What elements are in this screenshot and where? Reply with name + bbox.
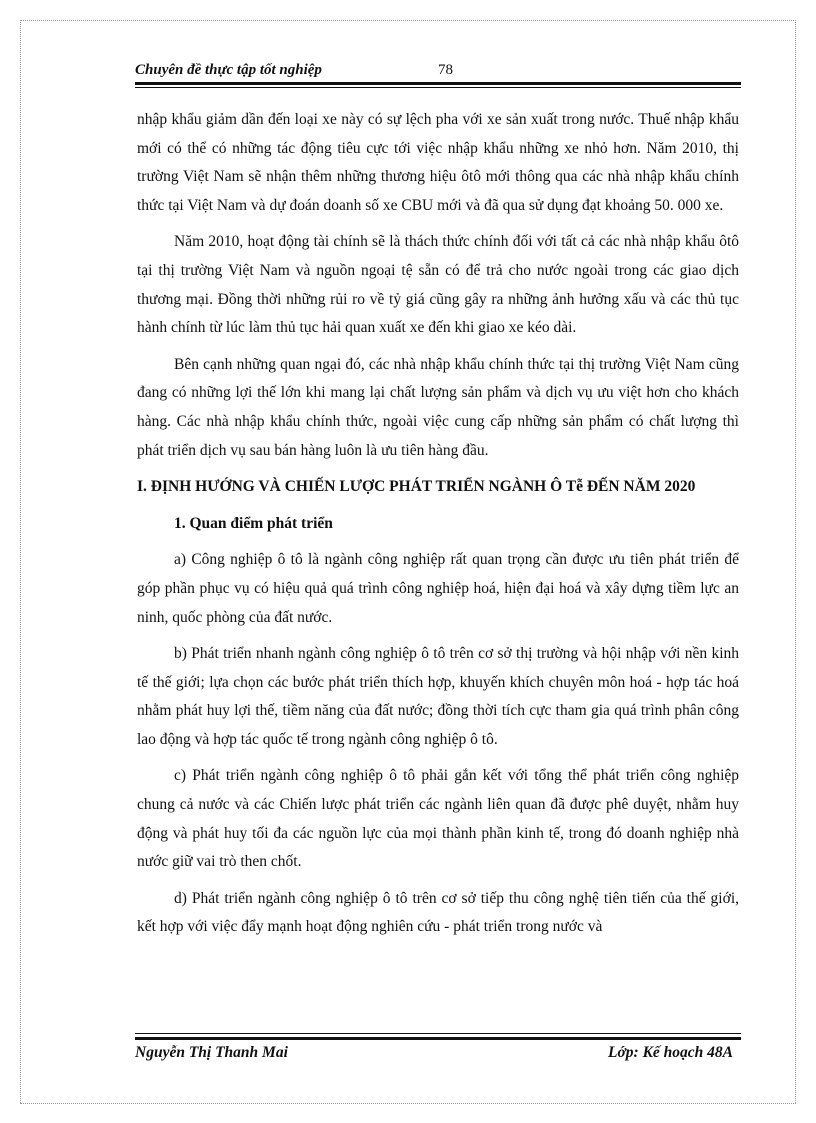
paragraph-point-c: c) Phát triển ngành công nghiệp ô tô phải gắn kết với tổng thể phát triển công nghiệp chung cả nước và các Chiến lược phát triển các ngành liên quan đã được phê duyệt, nhằm huy động và phát huy tối đa các nguồn lực của mọi thành phần kinh tế, trong đó doanh nghiệp nhà nước giữ vai trò then chốt. bbox=[137, 767, 739, 871]
page-number: 78 bbox=[438, 62, 453, 78]
subsection-heading: 1. Quan điểm phát triển bbox=[174, 514, 333, 532]
footer-rule-thick bbox=[135, 1037, 741, 1040]
paragraph-point-b: b) Phát triển nhanh ngành công nghiệp ô tô trên cơ sở thị trường và hội nhập với nền kinh tế thế giới; lựa chọn các bước phát triển thích hợp, khuyến khích chuyên môn hoá - hợp tác hoá nhằm phát huy lợi thế, tiềm năng của đất nước; đồng thời tích cực tham gia quá trình phân công lao động và hợp tác quốc tế trong ngành công nghiệp ô tô. bbox=[137, 645, 739, 748]
paragraph-point-d: d) Phát triển ngành công nghiệp ô tô trên cơ sở tiếp thu công nghệ tiên tiến của thế giới, kết hợp với việc đẩy mạnh hoạt động nghiên cứu - phát triển trong nước và bbox=[137, 889, 739, 936]
page-border-top bbox=[20, 20, 796, 21]
page-footer bbox=[135, 1044, 741, 1068]
page-border-left bbox=[20, 20, 21, 1103]
page-header bbox=[135, 60, 741, 82]
footer-rule-thin bbox=[135, 1033, 741, 1034]
header-rule-thin bbox=[135, 87, 741, 88]
paragraph-financial-challenge: Năm 2010, hoạt động tài chính sẽ là thách thức chính đối với tất cả các nhà nhập khẩu ôtô tại thị trường Việt Nam và nguồn ngoại tệ sẵn có để trả cho nước ngoài trong các giao dịch thương mại. Đồng thời những rủi ro về tỷ giá cũng gây ra những ảnh hưởng xấu và các thủ tục hành chính từ lúc làm thủ tục hải quan xuất xe đến khi giao xe kéo dài. bbox=[137, 233, 739, 337]
footer-author: Nguyễn Thị Thanh Mai bbox=[135, 1044, 288, 1061]
section-heading: I. ĐỊNH HƯỚNG VÀ CHIẾN LƯỢC PHÁT TRIỂN NGÀNH Ô Tễ ĐẾN NĂM 2020 bbox=[137, 478, 696, 496]
page-border-right bbox=[795, 20, 796, 1103]
page-body bbox=[137, 106, 739, 950]
header-rule-thick bbox=[135, 82, 741, 85]
paragraph-importer-advantages: Bên cạnh những quan ngại đó, các nhà nhập khẩu chính thức tại thị trường Việt Nam cũng đang có những lợi thế lớn khi mang lại chất lượng sản phẩm và dịch vụ ưu việt hơn cho khách hàng. Các nhà nhập khẩu chính thức, ngoài việc cung cấp những sản phẩm có chất lượng thì phát triển dịch vụ sau bán hàng luôn là ưu tiên hàng đầu. bbox=[137, 355, 739, 459]
header-title: Chuyên đề thực tập tốt nghiệp bbox=[135, 62, 322, 78]
page-border-bottom bbox=[20, 1103, 796, 1104]
paragraph-continuation: nhập khẩu giảm dần đến loại xe này có sự lệch pha với xe sản xuất trong nước. Thuế nhập khẩu mới có thể có những tác động tiêu cực tới việc nhập khẩu những xe nhỏ hơn. Năm 2010, thị trường Việt Nam sẽ nhận thêm những thương hiệu ôtô mới thông qua các nhà nhập khẩu chính thức tại Việt Nam và dự đoán doanh số xe CBU mới và đã qua sử dụng đạt khoảng 50. 000 xe. bbox=[137, 111, 739, 214]
footer-class: Lớp: Kế hoạch 48A bbox=[608, 1044, 733, 1061]
paragraph-point-a: a) Công nghiệp ô tô là ngành công nghiệp rất quan trọng cần được ưu tiên phát triển để góp phần phục vụ có hiệu quả quá trình công nghiệp hoá, hiện đại hoá và xây dựng tiềm lực an ninh, quốc phòng của đất nước. bbox=[137, 551, 739, 626]
